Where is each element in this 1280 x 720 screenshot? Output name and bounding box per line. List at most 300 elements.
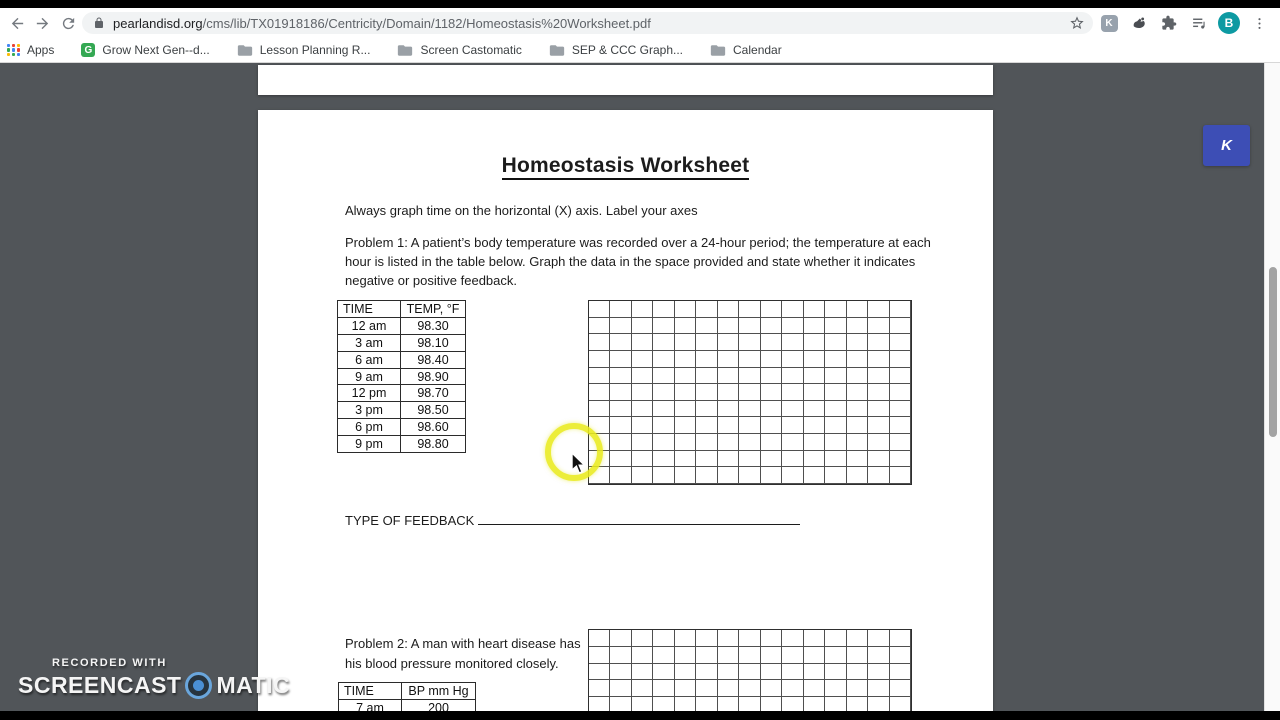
grid-cell xyxy=(804,697,825,711)
grid-cell xyxy=(782,301,803,318)
type-of-feedback-row xyxy=(345,512,800,528)
reading-list-extension-button[interactable] xyxy=(1186,10,1212,36)
kami-open-button[interactable]: K xyxy=(1203,125,1250,166)
grid-cell xyxy=(804,351,825,368)
grid-cell xyxy=(653,301,674,318)
grid-cell xyxy=(653,451,674,468)
grid-cell xyxy=(761,630,782,647)
grid-cell xyxy=(761,384,782,401)
grid-cell xyxy=(718,451,739,468)
folder-icon xyxy=(710,44,726,57)
grid-cell xyxy=(632,451,653,468)
grid-cell xyxy=(632,417,653,434)
grid-cell xyxy=(632,384,653,401)
extensions-area xyxy=(1096,8,1280,38)
grid-cell xyxy=(847,697,868,711)
profile-avatar-button[interactable] xyxy=(1216,10,1242,36)
table-cell: 6 am xyxy=(338,351,401,368)
table-header-cell: BP mm Hg xyxy=(402,683,476,700)
table-row xyxy=(338,402,466,419)
grid-cell xyxy=(890,451,911,468)
table-header-cell: TIME xyxy=(338,301,401,318)
bookmark-star-icon[interactable] xyxy=(1069,15,1085,31)
table-header-cell: TIME xyxy=(339,683,402,700)
grid-cell xyxy=(868,417,889,434)
grid-cell xyxy=(868,368,889,385)
grid-cell xyxy=(739,680,760,697)
grid-cell xyxy=(825,301,846,318)
grid-cell xyxy=(804,318,825,335)
grid-cell xyxy=(610,434,631,451)
grid-cell xyxy=(847,368,868,385)
grid-cell xyxy=(675,351,696,368)
bookmarks-bar xyxy=(0,38,1280,63)
reload-icon xyxy=(60,15,77,32)
watermark-brand-right: MATIC xyxy=(216,672,291,698)
grid-cell xyxy=(610,664,631,681)
grid-cell xyxy=(825,417,846,434)
grid-cell xyxy=(589,384,610,401)
pdf-page xyxy=(258,110,993,711)
table-cell: 12 am xyxy=(338,317,401,334)
grid-cell xyxy=(739,630,760,647)
grid-cell xyxy=(653,664,674,681)
forward-arrow-icon xyxy=(34,15,51,32)
bookmark-item[interactable] xyxy=(549,40,683,60)
grid-cell xyxy=(804,434,825,451)
grid-cell xyxy=(632,630,653,647)
grid-cell xyxy=(696,434,717,451)
grid-cell xyxy=(890,647,911,664)
grid-cell xyxy=(868,334,889,351)
grid-cell xyxy=(696,647,717,664)
three-dots-menu-icon xyxy=(1252,16,1267,31)
bookmark-label: Screen Castomatic xyxy=(420,43,522,57)
back-button[interactable] xyxy=(7,13,27,33)
grid-cell xyxy=(589,334,610,351)
grid-cell xyxy=(739,647,760,664)
grid-cell xyxy=(653,334,674,351)
playlist-icon xyxy=(1191,15,1208,32)
grid-cell xyxy=(804,384,825,401)
bookmark-item[interactable] xyxy=(237,40,371,60)
grid-cell xyxy=(718,368,739,385)
grid-cell xyxy=(653,467,674,484)
forward-button[interactable] xyxy=(32,13,52,33)
grid-cell xyxy=(610,301,631,318)
grid-cell xyxy=(804,467,825,484)
grid-cell xyxy=(825,384,846,401)
grid-cell xyxy=(890,334,911,351)
grid-cell xyxy=(847,467,868,484)
grid-cell xyxy=(653,417,674,434)
grid-cell xyxy=(782,630,803,647)
grid-cell xyxy=(675,467,696,484)
grid-cell xyxy=(761,647,782,664)
bookmark-label: Apps xyxy=(27,43,55,57)
grid-cell xyxy=(804,664,825,681)
grid-cell xyxy=(761,318,782,335)
grid-cell xyxy=(825,664,846,681)
grid-cell xyxy=(782,351,803,368)
blood-pressure-table xyxy=(338,682,476,711)
table-row xyxy=(339,683,476,700)
grid-cell xyxy=(589,664,610,681)
grid-cell xyxy=(890,401,911,418)
grid-cell xyxy=(804,301,825,318)
table-cell: 98.30 xyxy=(401,317,466,334)
table-cell: 98.70 xyxy=(401,385,466,402)
scrollbar-thumb[interactable] xyxy=(1269,267,1277,437)
extensions-puzzle-button[interactable] xyxy=(1156,10,1182,36)
grid-cell xyxy=(825,451,846,468)
grid-cell xyxy=(589,368,610,385)
screen-recorder-extension-button[interactable] xyxy=(1126,10,1152,36)
grid-cell xyxy=(782,318,803,335)
bookmark-item[interactable] xyxy=(397,40,521,60)
grid-cell xyxy=(847,434,868,451)
grid-cell xyxy=(675,697,696,711)
grid-cell xyxy=(890,697,911,711)
bookmark-item[interactable] xyxy=(81,40,209,60)
grid-cell xyxy=(675,384,696,401)
grid-cell xyxy=(675,630,696,647)
grid-cell xyxy=(718,697,739,711)
grid-cell xyxy=(782,434,803,451)
grid-cell xyxy=(847,334,868,351)
grid-cell xyxy=(696,318,717,335)
table-row xyxy=(338,419,466,436)
grid-cell xyxy=(868,680,889,697)
grid-cell xyxy=(847,401,868,418)
grid-cell xyxy=(718,680,739,697)
table-cell: 3 am xyxy=(338,334,401,351)
table-cell: 3 pm xyxy=(338,402,401,419)
grid-cell xyxy=(653,434,674,451)
bookmark-label: Grow Next Gen--d... xyxy=(102,43,210,57)
grid-cell xyxy=(632,351,653,368)
grid-cell xyxy=(825,334,846,351)
grid-cell xyxy=(653,368,674,385)
grid-cell xyxy=(696,401,717,418)
grid-cell xyxy=(761,301,782,318)
screencast-o-matic-logo-icon xyxy=(185,672,212,699)
table-row xyxy=(338,301,466,318)
grid-cell xyxy=(739,401,760,418)
grid-cell xyxy=(890,467,911,484)
grid-cell xyxy=(696,664,717,681)
grid-cell xyxy=(890,318,911,335)
grid-cell xyxy=(890,384,911,401)
grid-cell xyxy=(868,451,889,468)
bookmark-label: SEP & CCC Graph... xyxy=(571,43,684,57)
bookmark-item[interactable] xyxy=(7,40,54,60)
grid-cell xyxy=(632,434,653,451)
grid-cell xyxy=(825,401,846,418)
table-row xyxy=(338,385,466,402)
grid-cell xyxy=(739,417,760,434)
grid-cell xyxy=(804,401,825,418)
grid-cell xyxy=(610,384,631,401)
apps-grid-icon xyxy=(7,44,20,57)
graph-grid-problem2 xyxy=(588,629,912,711)
table-cell: 6 pm xyxy=(338,419,401,436)
grid-cell xyxy=(847,451,868,468)
table-cell: 98.60 xyxy=(401,419,466,436)
grid-cell xyxy=(825,680,846,697)
instruction-text: Always graph time on the horizontal (X) axis. Label your axes xyxy=(345,203,698,218)
folder-icon xyxy=(549,44,565,57)
grid-cell xyxy=(718,647,739,664)
back-arrow-icon xyxy=(9,15,26,32)
text-line: Problem 2: A man with heart disease has xyxy=(345,636,581,651)
site-favicon-icon: G xyxy=(81,43,95,57)
url-text xyxy=(113,16,1069,31)
grid-cell xyxy=(610,680,631,697)
scrollbar-track[interactable] xyxy=(1264,63,1280,711)
grid-cell xyxy=(761,680,782,697)
recorder-extension-icon xyxy=(1131,15,1148,32)
folder-icon xyxy=(397,44,413,57)
grid-cell xyxy=(782,647,803,664)
grid-cell xyxy=(739,318,760,335)
grid-cell xyxy=(653,318,674,335)
grid-cell xyxy=(761,401,782,418)
grid-cell xyxy=(847,417,868,434)
answer-blank-line xyxy=(478,512,800,525)
grid-cell xyxy=(718,630,739,647)
grid-cell xyxy=(868,318,889,335)
grid-cell xyxy=(825,630,846,647)
grid-cell xyxy=(825,434,846,451)
grid-cell xyxy=(890,664,911,681)
page-title: Homeostasis Worksheet xyxy=(258,154,993,178)
grid-cell xyxy=(825,467,846,484)
grid-cell xyxy=(847,630,868,647)
grid-cell xyxy=(589,318,610,335)
grid-cell xyxy=(589,351,610,368)
grid-cell xyxy=(782,334,803,351)
grid-cell xyxy=(675,334,696,351)
text-line: his blood pressure monitored closely. xyxy=(345,655,559,671)
grid-cell xyxy=(589,301,610,318)
grid-cell xyxy=(675,401,696,418)
grid-cell xyxy=(890,630,911,647)
table-row xyxy=(338,436,466,453)
grid-cell xyxy=(804,630,825,647)
grid-cell xyxy=(610,351,631,368)
table-row xyxy=(338,317,466,334)
problem1-text xyxy=(345,233,931,290)
grid-cell xyxy=(632,680,653,697)
grid-cell xyxy=(761,351,782,368)
grid-cell xyxy=(696,467,717,484)
table-header-cell: TEMP, °F xyxy=(401,301,466,318)
grid-cell xyxy=(675,647,696,664)
grid-cell xyxy=(868,301,889,318)
grid-cell xyxy=(847,680,868,697)
grid-cell xyxy=(653,401,674,418)
grid-cell xyxy=(761,697,782,711)
grid-cell xyxy=(718,351,739,368)
grid-cell xyxy=(868,647,889,664)
grid-cell xyxy=(653,647,674,664)
grid-cell xyxy=(653,697,674,711)
grid-cell xyxy=(653,630,674,647)
grid-cell xyxy=(696,680,717,697)
grid-cell xyxy=(804,334,825,351)
temperature-table xyxy=(337,300,466,453)
grid-cell xyxy=(696,334,717,351)
table-cell: 9 am xyxy=(338,368,401,385)
grid-cell xyxy=(610,697,631,711)
screencast-o-matic-watermark xyxy=(18,657,290,699)
table-row xyxy=(338,368,466,385)
grid-cell xyxy=(675,434,696,451)
grid-cell xyxy=(761,334,782,351)
grid-cell xyxy=(632,697,653,711)
grid-cell xyxy=(718,301,739,318)
grid-cell xyxy=(868,401,889,418)
puzzle-piece-icon xyxy=(1161,15,1177,31)
grid-cell xyxy=(890,434,911,451)
kami-extension-icon: K xyxy=(1101,15,1118,32)
grid-cell xyxy=(825,647,846,664)
grid-cell xyxy=(868,434,889,451)
grid-cell xyxy=(868,467,889,484)
grid-cell xyxy=(890,301,911,318)
graph-grid-problem1 xyxy=(588,300,912,485)
grid-cell xyxy=(782,417,803,434)
grid-cell xyxy=(825,351,846,368)
grid-cell xyxy=(804,680,825,697)
grid-cell xyxy=(804,647,825,664)
grid-cell xyxy=(632,368,653,385)
kami-extension-button[interactable] xyxy=(1096,10,1122,36)
grid-cell xyxy=(696,630,717,647)
text-line: negative or positive feedback. xyxy=(345,273,517,288)
grid-cell xyxy=(632,334,653,351)
grid-cell xyxy=(589,401,610,418)
grid-cell xyxy=(718,434,739,451)
browser-toolbar xyxy=(0,8,1280,38)
grid-cell xyxy=(632,318,653,335)
url-domain: pearlandisd.org xyxy=(113,15,203,31)
reload-button[interactable] xyxy=(58,13,78,33)
grid-cell xyxy=(739,351,760,368)
grid-cell xyxy=(782,467,803,484)
table-row xyxy=(338,334,466,351)
grid-cell xyxy=(761,467,782,484)
grid-cell xyxy=(589,680,610,697)
grid-cell xyxy=(718,467,739,484)
grid-cell xyxy=(610,630,631,647)
grid-cell xyxy=(847,384,868,401)
grid-cell xyxy=(718,384,739,401)
grid-cell xyxy=(718,318,739,335)
table-cell: 98.90 xyxy=(401,368,466,385)
grid-cell xyxy=(804,451,825,468)
grid-cell xyxy=(739,451,760,468)
problem2-text xyxy=(345,634,581,673)
table-row xyxy=(339,699,476,711)
grid-cell xyxy=(825,697,846,711)
browser-menu-button[interactable] xyxy=(1246,10,1272,36)
grid-cell xyxy=(847,664,868,681)
watermark-recorded-with: RECORDED WITH xyxy=(52,657,167,669)
grid-cell xyxy=(761,451,782,468)
pdf-viewer xyxy=(0,63,1280,711)
text-line: hour is listed in the table below. Graph the data in the space provided and state whether it indicates xyxy=(345,254,916,269)
grid-cell xyxy=(847,647,868,664)
pdf-page-1-bottom-edge xyxy=(258,65,993,95)
grid-cell xyxy=(739,368,760,385)
table-cell: 98.10 xyxy=(401,334,466,351)
grid-cell xyxy=(610,451,631,468)
grid-cell xyxy=(782,384,803,401)
grid-cell xyxy=(804,417,825,434)
grid-cell xyxy=(782,451,803,468)
table-cell: 12 pm xyxy=(338,385,401,402)
grid-cell xyxy=(739,697,760,711)
grid-cell xyxy=(589,647,610,664)
grid-cell xyxy=(675,417,696,434)
grid-cell xyxy=(782,401,803,418)
grid-cell xyxy=(825,318,846,335)
lock-icon xyxy=(93,17,105,29)
grid-cell xyxy=(890,368,911,385)
grid-cell xyxy=(890,351,911,368)
grid-cell xyxy=(675,318,696,335)
grid-cell xyxy=(610,368,631,385)
grid-cell xyxy=(610,417,631,434)
grid-cell xyxy=(718,334,739,351)
avatar: B xyxy=(1218,12,1240,34)
grid-cell xyxy=(632,401,653,418)
grid-cell xyxy=(653,680,674,697)
grid-cell xyxy=(718,401,739,418)
table-cell: 98.50 xyxy=(401,402,466,419)
text-line: Problem 1: A patient’s body temperature was recorded over a 24-hour period; the temperature at each xyxy=(345,235,931,250)
grid-cell xyxy=(696,368,717,385)
table-cell: 7 am xyxy=(339,699,402,711)
grid-cell xyxy=(782,368,803,385)
grid-cell xyxy=(653,351,674,368)
grid-cell xyxy=(890,680,911,697)
grid-cell xyxy=(739,467,760,484)
grid-cell xyxy=(761,664,782,681)
grid-cell xyxy=(761,368,782,385)
table-cell: 9 pm xyxy=(338,436,401,453)
grid-cell xyxy=(718,664,739,681)
grid-cell xyxy=(696,301,717,318)
grid-cell xyxy=(782,680,803,697)
grid-cell xyxy=(739,384,760,401)
bookmark-item[interactable] xyxy=(710,40,782,60)
grid-cell xyxy=(804,368,825,385)
mouse-cursor xyxy=(571,452,586,475)
address-bar[interactable] xyxy=(82,12,1093,34)
grid-cell xyxy=(589,697,610,711)
grid-cell xyxy=(675,368,696,385)
grid-cell xyxy=(696,351,717,368)
grid-cell xyxy=(610,334,631,351)
grid-cell xyxy=(890,417,911,434)
grid-cell xyxy=(782,697,803,711)
grid-cell xyxy=(632,301,653,318)
grid-cell xyxy=(868,351,889,368)
grid-cell xyxy=(696,384,717,401)
